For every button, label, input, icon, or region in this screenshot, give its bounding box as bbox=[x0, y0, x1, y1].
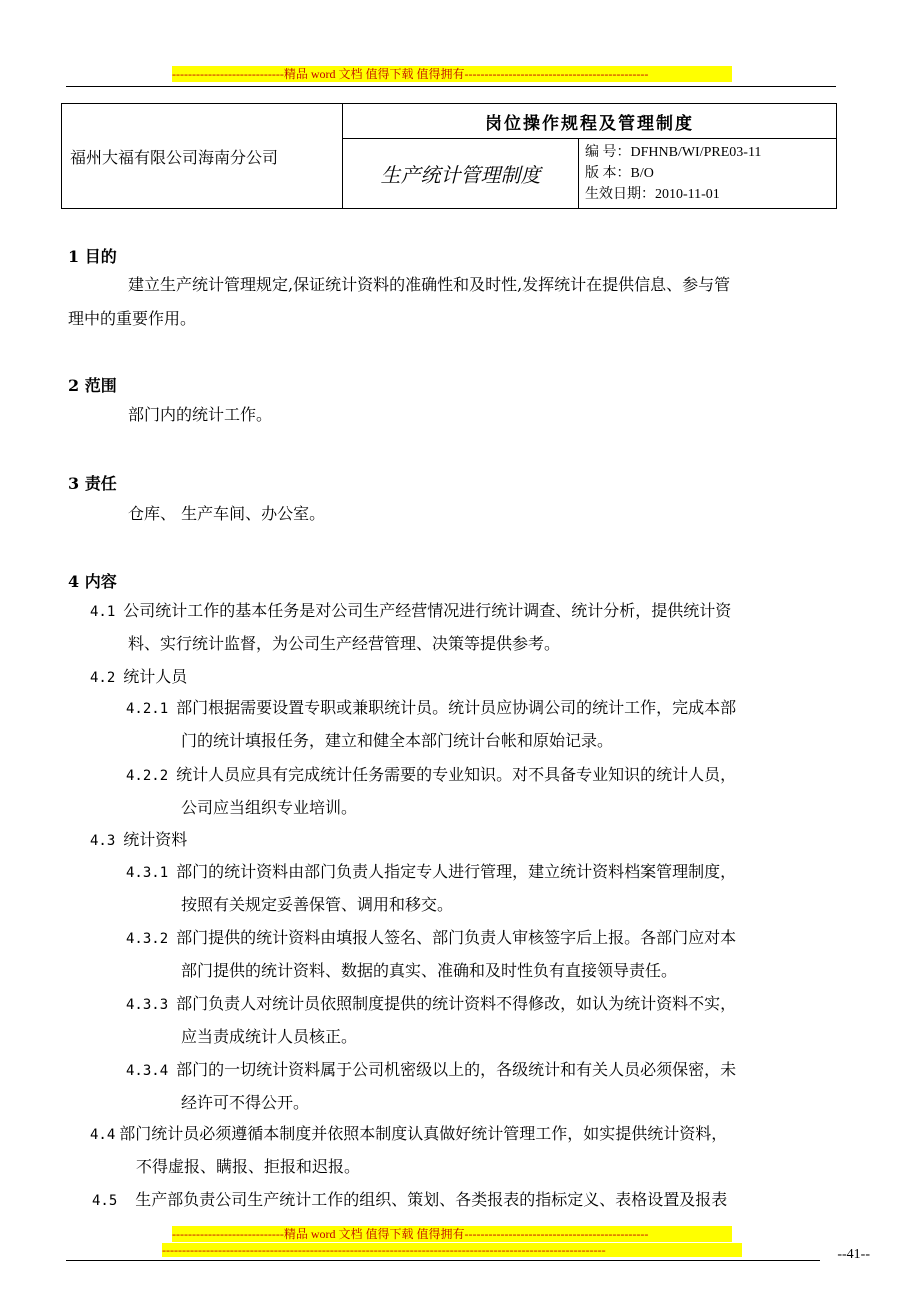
clause-4-3: 4.3 统计资料 bbox=[90, 830, 188, 849]
effective-date: 生效日期：2010-11-01 bbox=[585, 187, 720, 202]
paragraph: 部门内的统计工作。 bbox=[128, 405, 273, 424]
document-category: 岗位操作规程及管理制度 bbox=[343, 104, 837, 139]
document-number: 编 号：DFHNB/WI/PRE03-11 bbox=[585, 145, 762, 160]
section-title: 4 内容 bbox=[68, 572, 117, 591]
header-banner: ----------------------------精品 word 文档 值得下载 值得拥有---------------------------------------------- bbox=[172, 66, 732, 82]
clause-4-3-2: 4.3.2 部门提供的统计资料由填报人签名、部门负责人审核签字后上报。各部门应对本 bbox=[126, 928, 737, 947]
clause-4-3-4-cont: 经许可不得公开。 bbox=[181, 1093, 310, 1112]
clause-4-5: 4.5 生产部负责公司生产统计工作的组织、策划、各类报表的指标定义、表格设置及报表 bbox=[92, 1190, 728, 1209]
clause-4-4-cont: 不得虚报、瞒报、拒报和迟报。 bbox=[136, 1157, 361, 1176]
clause-4-3-1: 4.3.1 部门的统计资料由部门负责人指定专人进行管理，建立统计资料档案管理制度， bbox=[126, 862, 737, 881]
clause-4-1: 4.1 公司统计工作的基本任务是对公司生产经营情况进行统计调查、统计分析，提供统计资 bbox=[90, 601, 732, 620]
document-version: 版 本：B/O bbox=[585, 166, 654, 181]
clause-4-3-1-cont: 按照有关规定妥善保管、调用和移交。 bbox=[181, 895, 454, 914]
header-rule bbox=[66, 86, 836, 87]
document-header-table bbox=[61, 103, 837, 209]
section-title: 2 范围 bbox=[68, 376, 117, 395]
section-title: 1 目的 bbox=[68, 247, 117, 266]
clause-4-3-2-cont: 部门提供的统计资料、数据的真实、准确和及时性负有直接领导责任。 bbox=[181, 961, 678, 980]
footer-banner-dashes: --------------------------------------------------------------------------------------------------------------- bbox=[162, 1243, 742, 1257]
document-name: 生产统计管理制度 bbox=[343, 139, 579, 209]
section-title: 3 责任 bbox=[68, 474, 117, 493]
clause-4-2: 4.2 统计人员 bbox=[90, 667, 188, 686]
paragraph: 理中的重要作用。 bbox=[68, 309, 197, 328]
clause-4-2-1: 4.2.1 部门根据需要设置专职或兼职统计员。统计员应协调公司的统计工作，完成本部 bbox=[126, 698, 737, 717]
clause-4-2-1-cont: 门的统计填报任务，建立和健全本部门统计台帐和原始记录。 bbox=[181, 731, 614, 750]
clause-4-4: 4.4 部门统计员必须遵循本制度并依照本制度认真做好统计管理工作，如实提供统计资料， bbox=[90, 1124, 728, 1143]
clause-4-2-2: 4.2.2 统计人员应具有完成统计任务需要的专业知识。对不具备专业知识的统计人员， bbox=[126, 765, 737, 784]
page-number: --41-- bbox=[837, 1247, 870, 1262]
document-meta bbox=[579, 139, 837, 209]
clause-4-2-2-cont: 公司应当组织专业培训。 bbox=[181, 798, 358, 817]
clause-4-1-cont: 料、实行统计监督，为公司生产经营管理、决策等提供参考。 bbox=[128, 634, 561, 653]
footer-rule bbox=[66, 1260, 820, 1261]
clause-4-3-3-cont: 应当责成统计人员核正。 bbox=[181, 1027, 358, 1046]
paragraph: 仓库、 生产车间、办公室。 bbox=[128, 504, 326, 523]
paragraph: 建立生产统计管理规定,保证统计资料的准确性和及时性,发挥统计在提供信息、参与管 bbox=[128, 275, 731, 294]
company-name: 福州大福有限公司海南分公司 bbox=[62, 104, 343, 209]
clause-4-3-3: 4.3.3 部门负责人对统计员依照制度提供的统计资料不得修改，如认为统计资料不实， bbox=[126, 994, 737, 1013]
clause-4-3-4: 4.3.4 部门的一切统计资料属于公司机密级以上的，各级统计和有关人员必须保密，未 bbox=[126, 1060, 737, 1079]
footer-banner: ----------------------------精品 word 文档 值得下载 值得拥有---------------------------------------------- bbox=[172, 1226, 732, 1242]
